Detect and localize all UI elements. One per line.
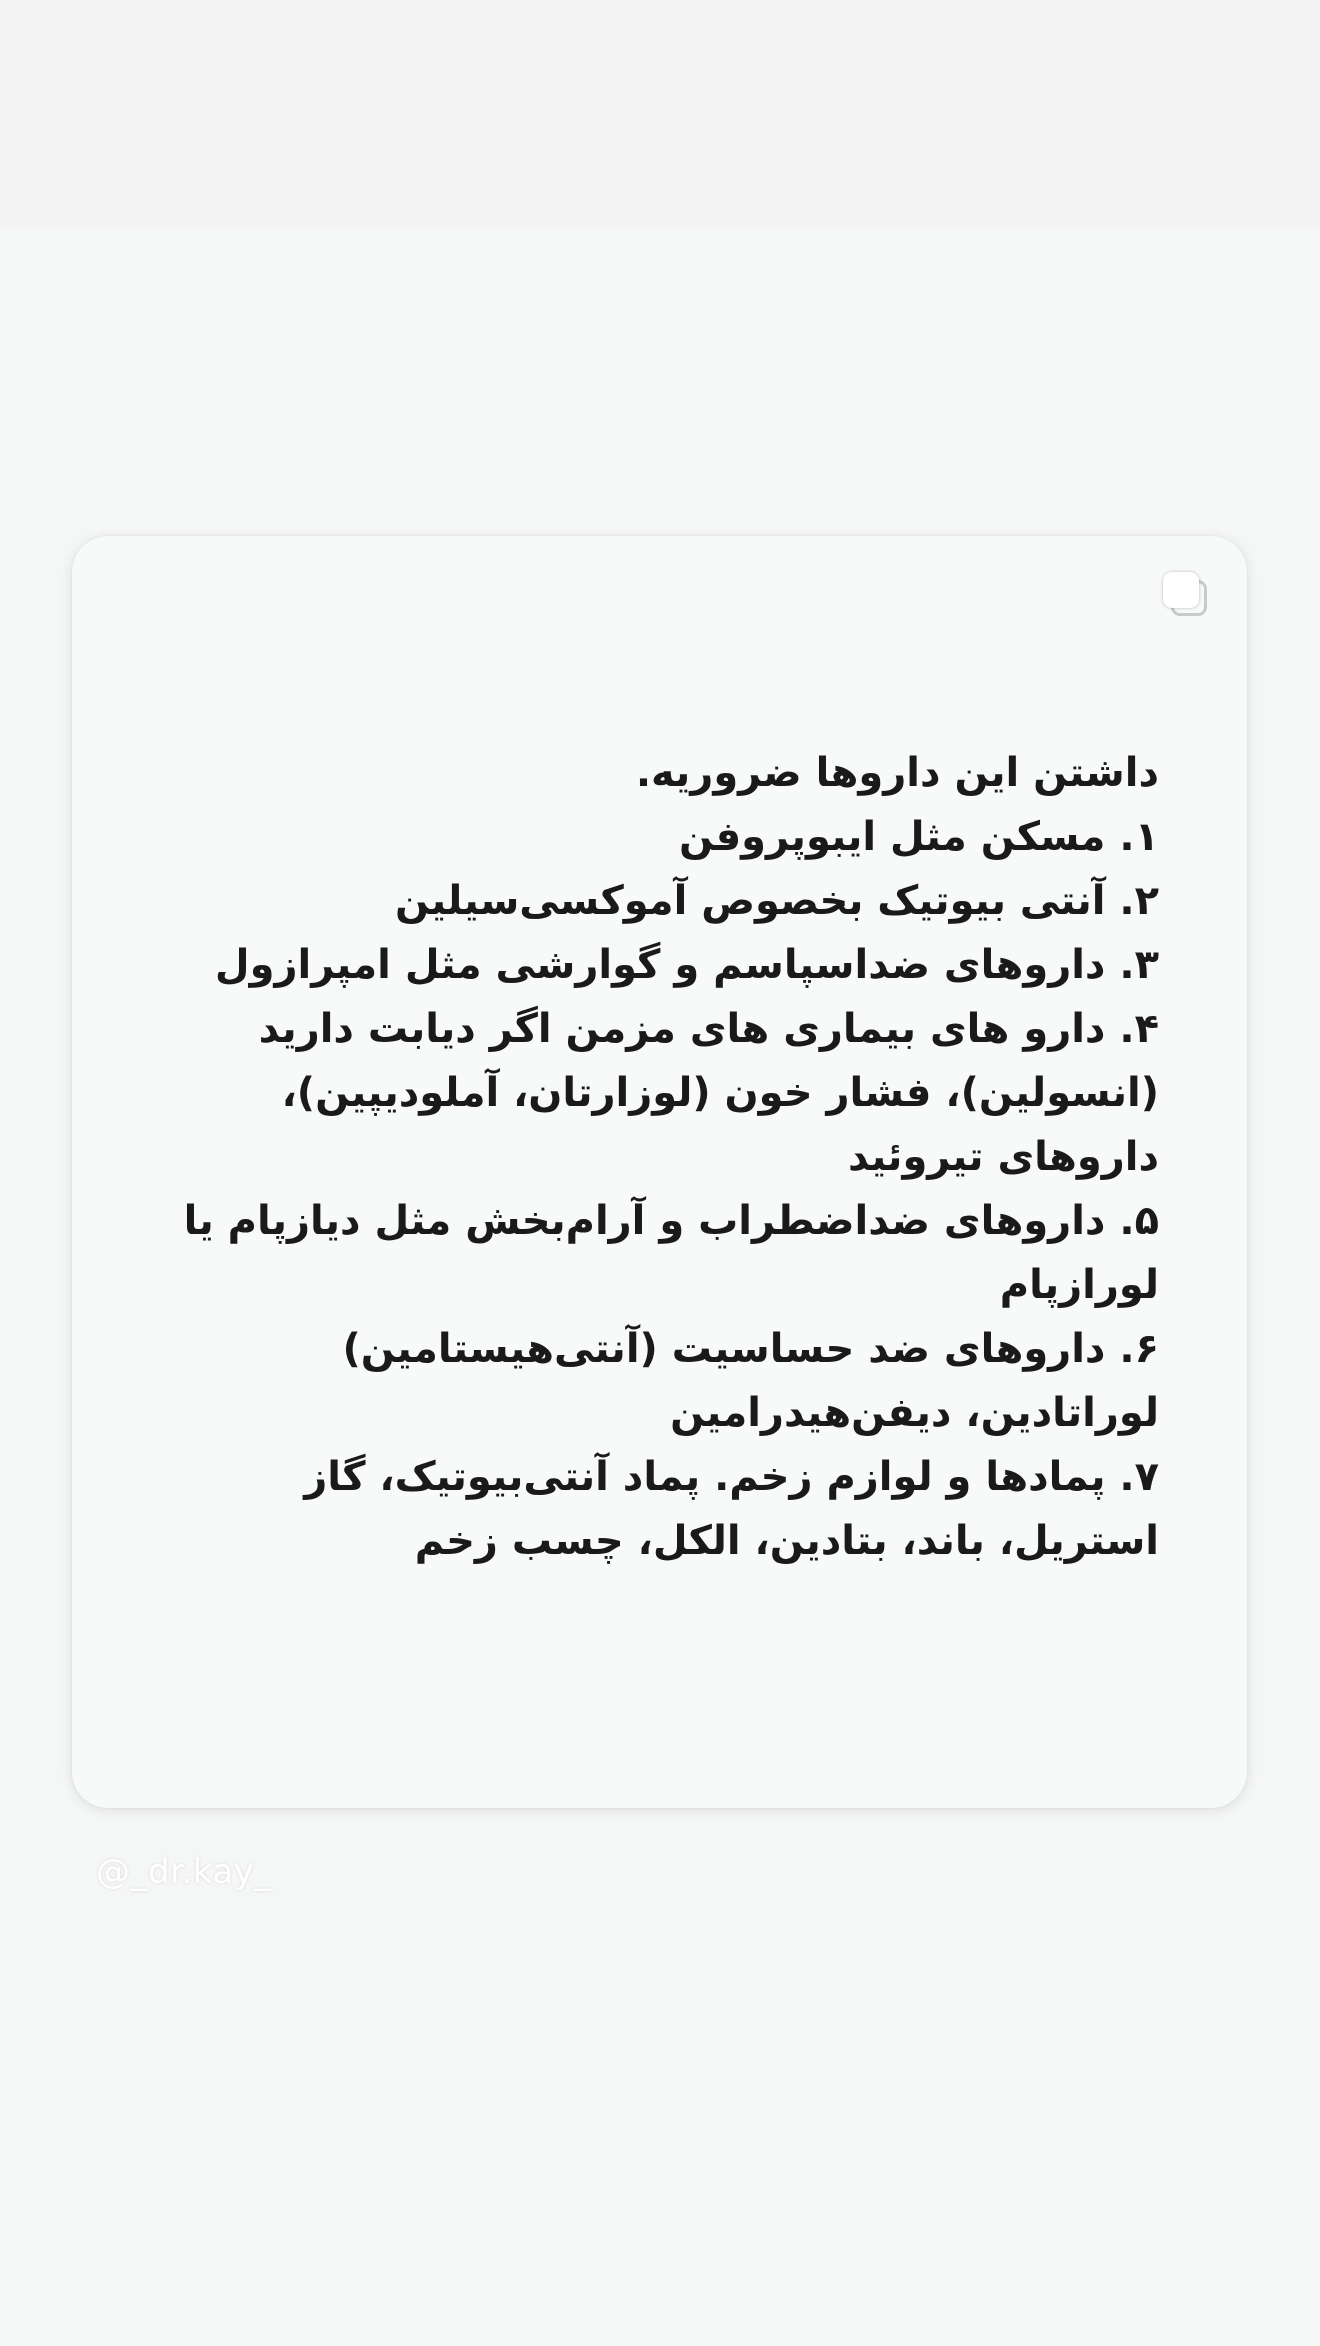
username-watermark: @_dr.kay_ xyxy=(96,1852,272,1892)
copy-icon[interactable] xyxy=(1161,570,1211,620)
note-item-6: ۶. داروهای ضد حساسیت (آنتی‌هیستامین) لوراتادین، دیفن‌هیدرامین xyxy=(342,1326,1159,1436)
note-item-1: ۱. مسکن مثل ایبوپروفن xyxy=(678,814,1159,860)
note-heading: داشتن این داروها ضروریه. xyxy=(635,750,1159,796)
note-item-4: ۴. دارو های بیماری های مزمن اگر دیابت دارید (انسولین)، فشار خون (لوزارتان، آملودیپین)، داروهای تیروئید xyxy=(258,1006,1159,1180)
note-item-5: ۵. داروهای ضداضطراب و آرام‌بخش مثل دیازپام یا لورازپام xyxy=(183,1198,1159,1308)
note-item-3: ۳. داروهای ضداسپاسم و گوارشی مثل امپرازول xyxy=(214,942,1159,988)
note-card[interactable] xyxy=(72,536,1247,1808)
copy-icon-front xyxy=(1163,572,1199,608)
note-item-7: ۷. پمادها و لوازم زخم. پماد آنتی‌بیوتیک، گاز استریل، باند، بتادین، الکل، چسب زخم xyxy=(304,1454,1159,1564)
note-item-2: ۲. آنتی بیوتیک بخصوص آموکسی‌سیلین xyxy=(394,878,1159,924)
note-text xyxy=(152,741,1159,1573)
top-background xyxy=(0,0,1320,230)
